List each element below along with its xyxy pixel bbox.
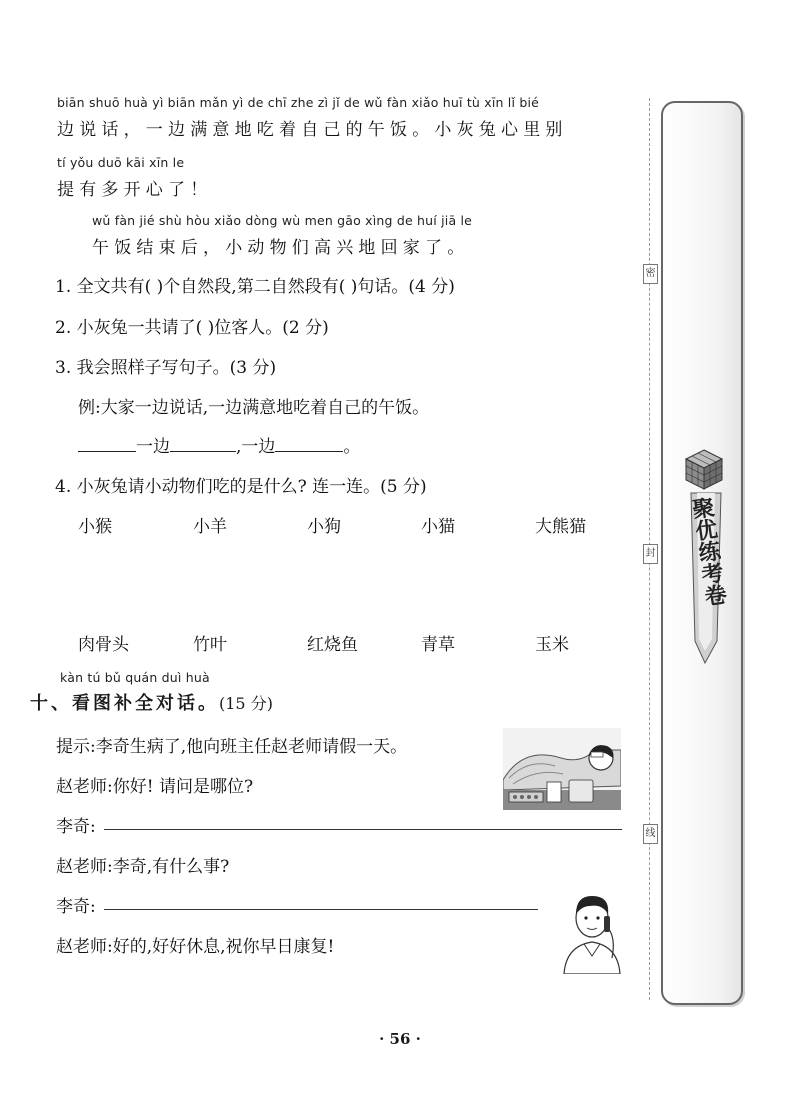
animal-5[interactable]: 大熊猫 bbox=[535, 517, 586, 537]
sick-boy-in-bed-icon bbox=[503, 728, 621, 810]
dialogue-teacher-3: 赵老师:好的,好好休息,祝你早日康复! bbox=[56, 937, 335, 957]
boy-on-phone-icon bbox=[560, 888, 624, 974]
food-3[interactable]: 红烧鱼 bbox=[307, 635, 358, 655]
food-2[interactable]: 竹叶 bbox=[193, 635, 227, 655]
blank-1[interactable] bbox=[78, 435, 136, 452]
question-3: 3. 我会照样子写句子。(3 分) bbox=[55, 358, 277, 378]
animal-2[interactable]: 小羊 bbox=[193, 517, 227, 537]
question-2: 2. 小灰兔一共请了( )位客人。(2 分) bbox=[55, 318, 329, 338]
margin-mark-xian: 线 bbox=[643, 824, 658, 844]
question-1: 1. 全文共有( )个自然段,第二自然段有( )句话。(4 分) bbox=[55, 277, 455, 297]
story-line2-text: 提有多开心了！ bbox=[57, 180, 213, 200]
section10-title-text: 十、看图补全对话。 bbox=[30, 693, 219, 714]
dialogue-liqi-2: 李奇: bbox=[56, 897, 96, 917]
food-4[interactable]: 青草 bbox=[421, 635, 455, 655]
question-3-answer-row bbox=[78, 432, 360, 457]
story-line3-text: 午饭结束后，小动物们高兴地回家了。 bbox=[92, 238, 470, 258]
page-number: · 56 · bbox=[379, 1030, 421, 1048]
animal-4[interactable]: 小猫 bbox=[421, 517, 455, 537]
blank-2[interactable] bbox=[170, 435, 236, 452]
sick-boy-illustration bbox=[503, 728, 621, 810]
dialogue-teacher-1: 赵老师:你好! 请问是哪位? bbox=[56, 777, 254, 797]
food-5[interactable]: 玉米 bbox=[535, 635, 569, 655]
story-line3-pinyin: wǔ fàn jié shù hòu xiǎo dòng wù men gāo xìng de huí jiā le bbox=[92, 213, 473, 228]
section10-score: (15 分) bbox=[219, 694, 273, 713]
section10-title bbox=[30, 689, 273, 715]
food-1[interactable]: 肉骨头 bbox=[78, 635, 129, 655]
animal-1[interactable]: 小猴 bbox=[78, 517, 112, 537]
side-panel bbox=[661, 101, 743, 1005]
answer-line-2[interactable] bbox=[104, 909, 538, 910]
margin-mark-mi: 密 bbox=[643, 264, 658, 284]
boy-phone-illustration bbox=[560, 888, 624, 974]
animal-3[interactable]: 小狗 bbox=[307, 517, 341, 537]
story-line1-pinyin: biān shuō huà yì biān mǎn yì de chī zhe zì jǐ de wǔ fàn xiǎo huī tù xīn lǐ bié bbox=[57, 95, 540, 110]
yibian-label-1: 一边 bbox=[136, 437, 170, 457]
hint-text: 提示:李奇生病了,他向班主任赵老师请假一天。 bbox=[56, 737, 408, 757]
banner-title: 聚优练考卷 bbox=[687, 495, 728, 608]
answer-line-1[interactable] bbox=[104, 829, 622, 830]
story-line1-text: 边说话，一边满意地吃着自己的午饭。小灰兔心里别 bbox=[57, 120, 568, 140]
dialogue-teacher-2: 赵老师:李奇,有什么事? bbox=[56, 857, 230, 877]
yibian-label-2: ,一边 bbox=[236, 437, 276, 457]
blank-3[interactable] bbox=[275, 435, 343, 452]
sentence-end: 。 bbox=[343, 437, 361, 457]
question-4: 4. 小灰兔请小动物们吃的是什么? 连一连。(5 分) bbox=[55, 477, 427, 497]
question-3-example: 例:大家一边说话,一边满意地吃着自己的午饭。 bbox=[78, 398, 430, 418]
section10-title-pinyin: kàn tú bǔ quán duì huà bbox=[60, 670, 210, 685]
margin-mark-feng: 封 bbox=[643, 544, 658, 564]
cube-logo-icon bbox=[681, 447, 727, 493]
dialogue-liqi-1: 李奇: bbox=[56, 817, 96, 837]
story-line2-pinyin: tí yǒu duō kāi xīn le bbox=[57, 155, 185, 170]
